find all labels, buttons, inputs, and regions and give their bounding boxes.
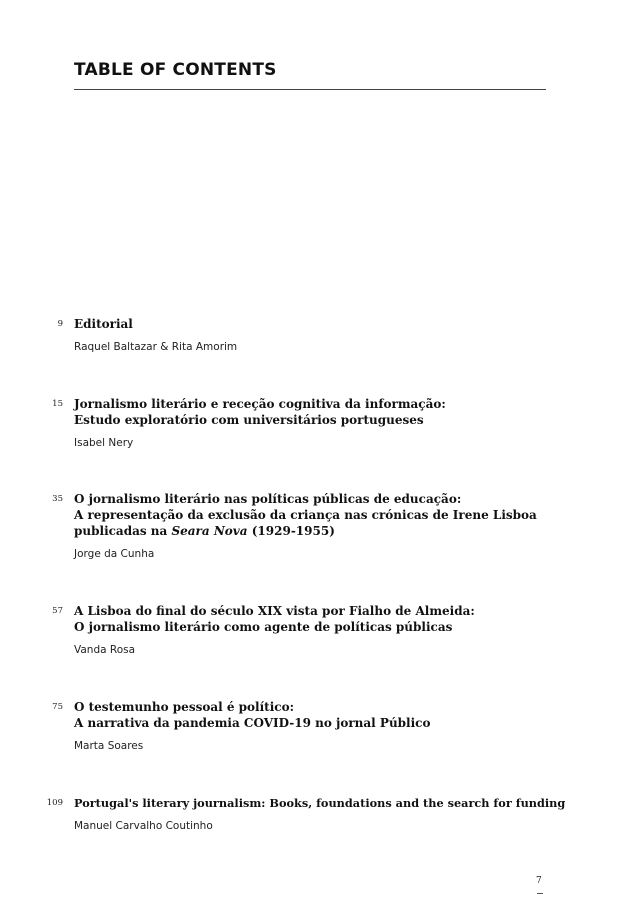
toc-title-text: publicadas na [74, 524, 172, 538]
toc-page-number: 35 [52, 494, 63, 504]
toc-entry-author: Jorge da Cunha [74, 548, 155, 560]
toc-title-line: O jornalismo literário nas políticas públicas de educação: [74, 492, 462, 506]
toc-title-line [74, 523, 554, 539]
toc-entry-author: Marta Soares [74, 740, 144, 752]
toc-page-number: 9 [57, 319, 63, 329]
toc-title-line: Jornalismo literário e receção cognitiva da informação: [74, 397, 446, 411]
toc-title-line: Portugal's literary journalism: Books, foundations and the search for funding [74, 796, 566, 810]
toc-entry-title [74, 699, 554, 731]
toc-title-line: A Lisboa do final do século XIX vista por Fialho de Almeida: [74, 604, 475, 618]
toc-entry-title [74, 396, 554, 428]
toc-entry-title [74, 316, 554, 332]
toc-title-line: A representação da exclusão da criança nas crónicas de Irene Lisboa [74, 508, 537, 522]
toc-title-italic: Seara Nova [171, 524, 248, 538]
toc-title-line: A narrativa da pandemia COVID-19 no jornal Público [74, 716, 431, 730]
toc-entry-author: Vanda Rosa [74, 644, 136, 656]
toc-title-line: Editorial [74, 317, 133, 331]
toc-entry-author: Manuel Carvalho Coutinho [74, 820, 213, 832]
toc-page-number: 15 [52, 399, 63, 409]
page-number: 7 [536, 876, 542, 886]
toc-entry-title [74, 491, 554, 539]
toc-entry-author: Isabel Nery [74, 437, 134, 449]
toc-entry-author: Raquel Baltazar & Rita Amorim [74, 341, 238, 353]
folio-underline [537, 893, 543, 894]
toc-title-line: O testemunho pessoal é político: [74, 700, 295, 714]
toc-title-text: (1929-1955) [247, 524, 335, 538]
page-title: TABLE OF CONTENTS [74, 60, 277, 80]
toc-title-line: O jornalismo literário como agente de políticas públicas [74, 620, 453, 634]
toc-page-number: 109 [46, 798, 63, 808]
toc-title-line: Estudo exploratório com universitários portugueses [74, 413, 424, 427]
toc-page-number: 57 [52, 606, 63, 616]
toc-page-number: 75 [52, 702, 63, 712]
toc-entry-title [74, 795, 566, 811]
toc-entry-title [74, 603, 554, 635]
